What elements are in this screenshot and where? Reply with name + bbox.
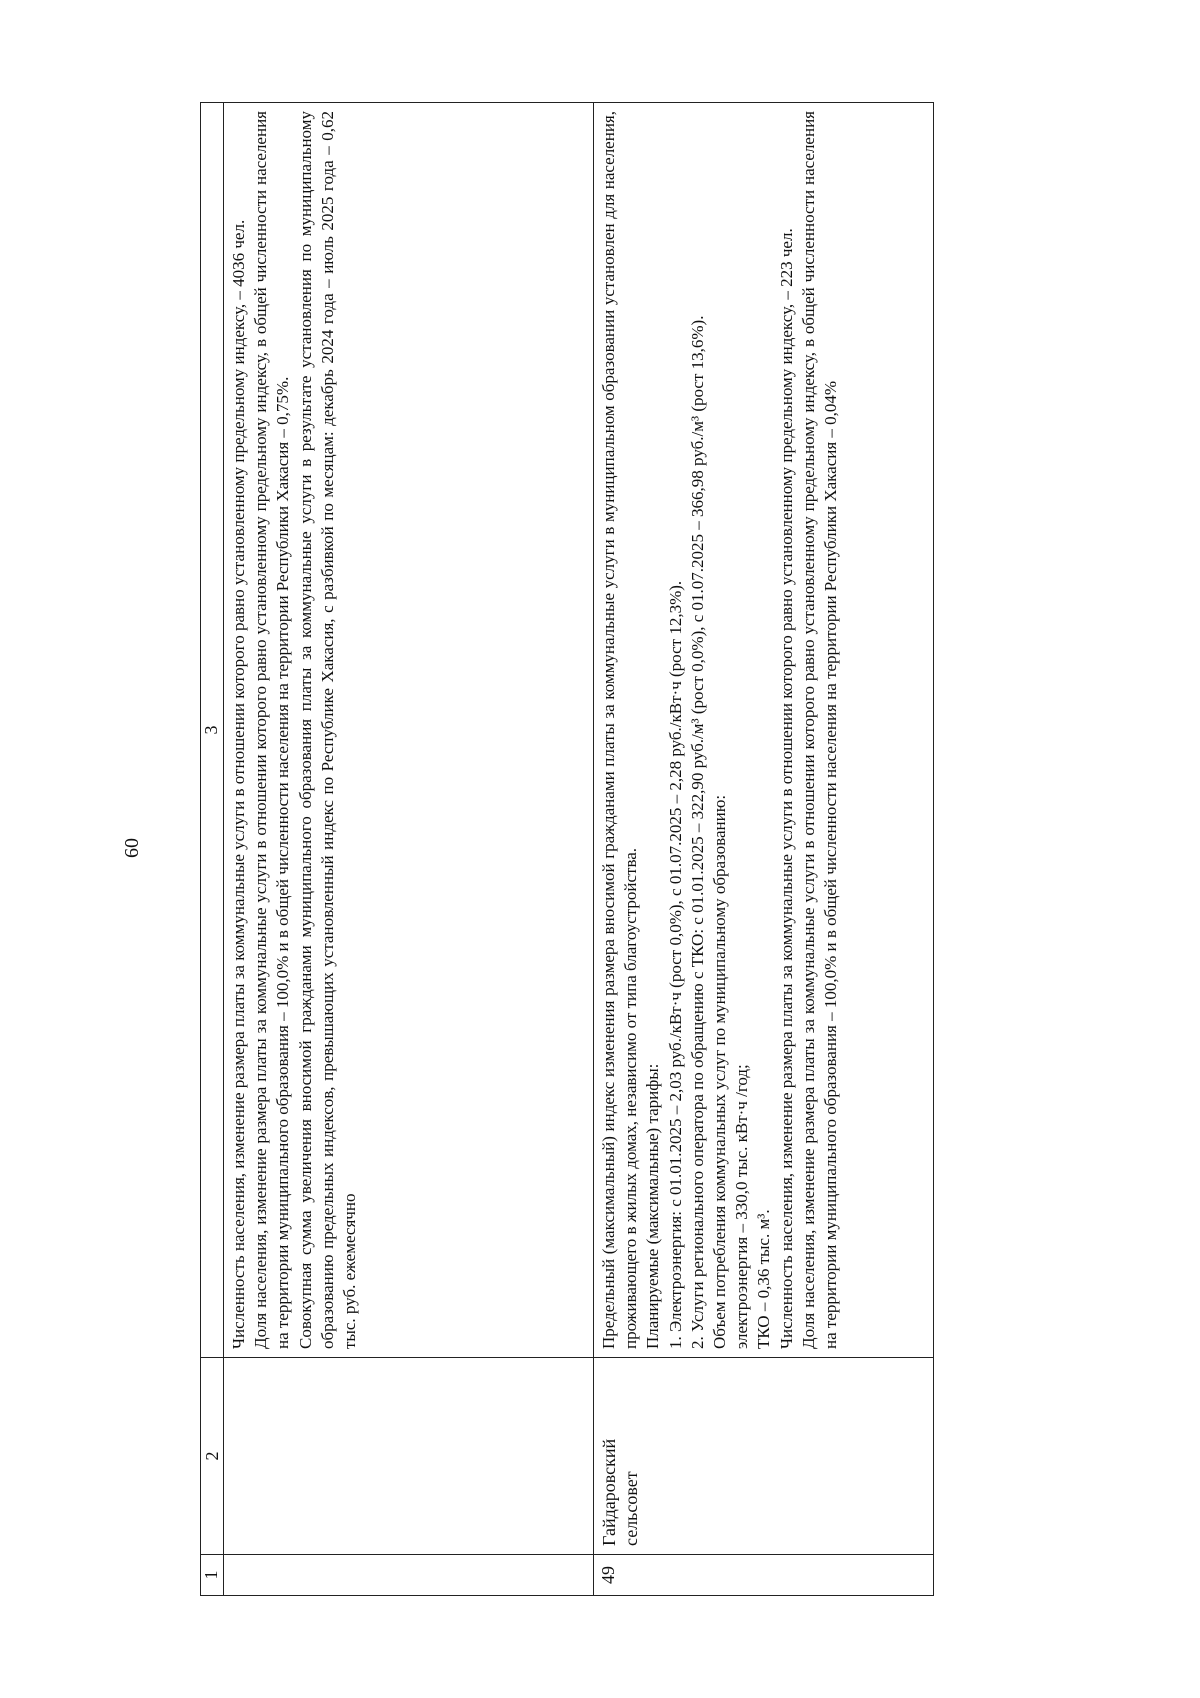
text-line: Совокупная сумма увеличения вносимой гражданами муниципального образования платы за коммунальные услуги в результате установления по муниципальному образованию предельных индексов, превышающих установленный индекс по Республике Хакасия, с разбивкой по месяцам: декабрь 2024 года – июль 2025 года – 0,62 тыс. руб. ежемесячно [295, 111, 360, 1349]
header-row [201, 103, 224, 1596]
text-line: Планируемые (максимальные) тарифы: [643, 1063, 663, 1349]
header-col-1: 1 [201, 1555, 224, 1596]
text-line: Объем потребления коммунальных услуг по муниципальному образованию: [710, 794, 730, 1349]
document-sheet [200, 102, 940, 1596]
municipality-name [224, 1358, 594, 1555]
municipality-name: Гайдаровский сельсовет [594, 1358, 934, 1555]
text-line: Доля населения, изменение размера платы за коммунальные услуги в отношении которого равно установленному предельному индексу, в общей численности населения на территории муниципального образования – 100,0% и в общей численности населения на территории Республики Хакасия – 0,04% [798, 111, 841, 1349]
header-col-3: 3 [201, 103, 224, 1358]
tariff-table [200, 102, 934, 1596]
row-number: 49 [594, 1555, 934, 1596]
text-line: Предельный (максимальный) индекс изменения размера вносимой гражданами платы за коммунальные услуги в муниципальном образовании установлен для населения, проживающего в жилых домах, независимо от типа благоустройства. [599, 111, 641, 1349]
table-row [224, 103, 594, 1596]
table-row [594, 103, 934, 1596]
text-line: Доля населения, изменение размера платы за коммунальные услуги в отношении которого равно установленному предельному индексу, в общей численности населения на территории муниципального образования – 100,0% и в общей численности населения на территории Республики Хакасия – 0,75%. [251, 111, 293, 1349]
text-line: электроэнергия – 330,0 тыс. кВт·ч /год; [732, 1064, 752, 1349]
text-line: 1. Электроэнергия: с 01.01.2025 – 2,03 руб./кВт·ч (рост 0,0%), с 01.07.2025 – 2,28 руб./кВт·ч (рост 12,3%). [665, 580, 685, 1349]
description-cell [594, 103, 934, 1358]
text-line: Численность населения, изменение размера платы за коммунальные услуги в отношении которого равно установленному предельному индексу, – 4036 чел. [229, 219, 248, 1349]
text-line: 2. Услуги регионального оператора по обращению с ТКО: с 01.01.2025 – 322,90 руб./м³ (рост 0,0%), с 01.07.2025 – 366,98 руб./м³ (рост 13,6%). [687, 315, 707, 1349]
row-number [224, 1555, 594, 1596]
text-line: ТКО – 0,36 тыс. м³. [754, 1209, 774, 1349]
header-col-2: 2 [201, 1358, 224, 1555]
description-cell [224, 103, 594, 1358]
text-line: Численность населения, изменение размера платы за коммунальные услуги в отношении которого равно установленному предельному индексу, – 223 чел. [776, 228, 796, 1349]
page-number: 60 [121, 838, 143, 858]
